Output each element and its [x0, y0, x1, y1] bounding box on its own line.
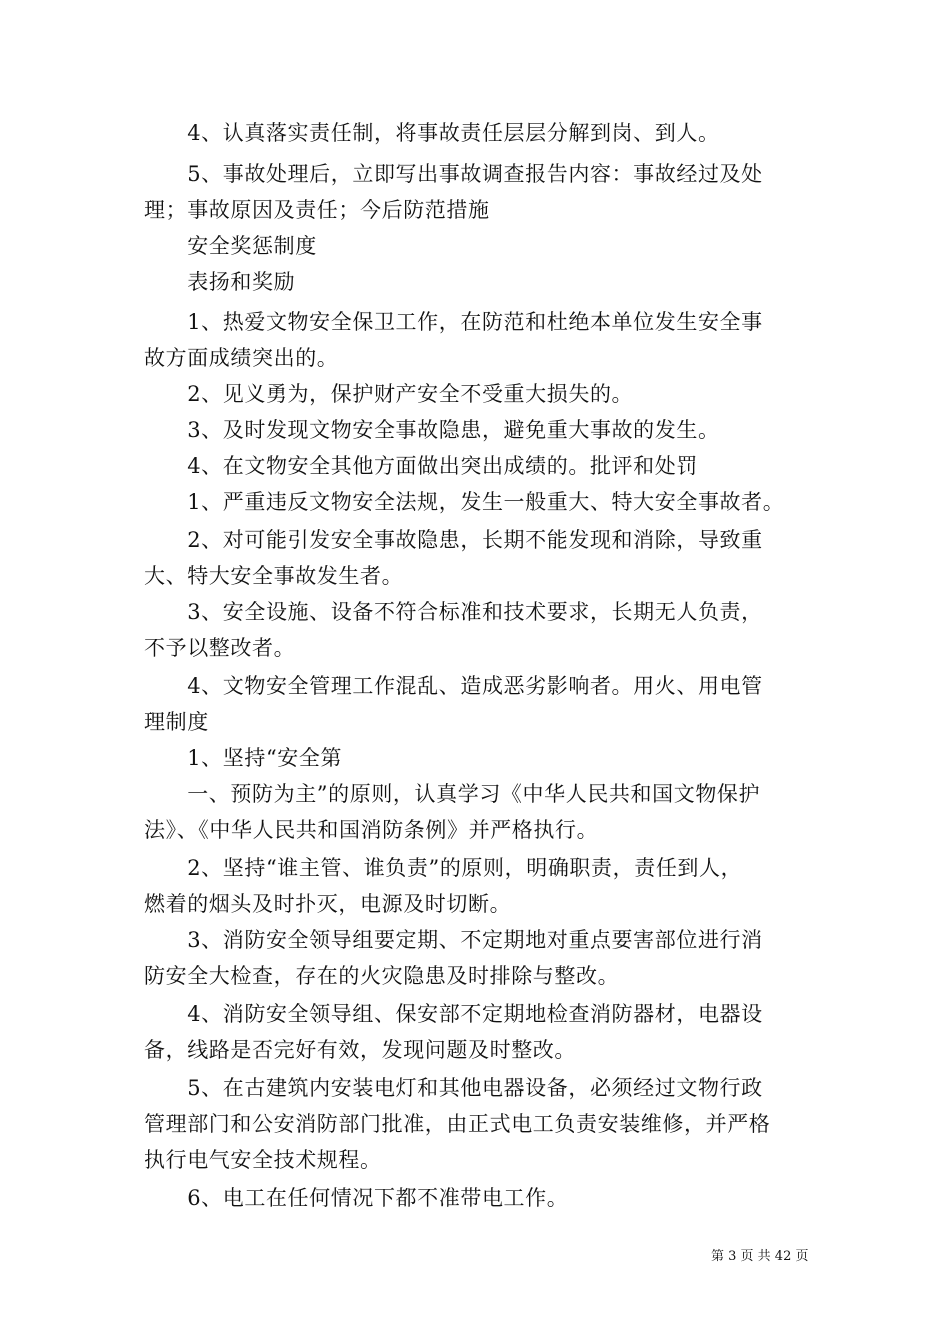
paragraph-line: 2、见义勇为，保护财产安全不受重大损失的。 — [144, 382, 634, 406]
paragraph-line: 4、认真落实责任制，将事故责任层层分解到岗、到人。 — [144, 121, 720, 145]
paragraph-line: 燃着的烟头及时扑灭，电源及时切断。 — [144, 892, 512, 916]
paragraph-line: 5、事故处理后，立即写出事故调查报告内容：事故经过及处 — [144, 162, 763, 186]
section-heading: 安全奖惩制度 — [144, 234, 317, 258]
paragraph-line: 3、安全设施、设备不符合标准和技术要求，长期无人负责， — [144, 600, 763, 624]
paragraph-line: 5、在古建筑内安装电灯和其他电器设备，必须经过文物行政 — [144, 1076, 763, 1100]
paragraph-line: 备，线路是否完好有效，发现问题及时整改。 — [144, 1038, 576, 1062]
paragraph-line: 不予以整改者。 — [144, 636, 296, 660]
subsection-heading: 表扬和奖励 — [144, 270, 296, 294]
paragraph-line: 6、电工在任何情况下都不准带电工作。 — [144, 1186, 569, 1210]
paragraph-line: 大、特大安全事故发生者。 — [144, 564, 404, 588]
paragraph-line: 管理部门和公安消防部门批准，由正式电工负责安装维修，并严格 — [144, 1112, 771, 1136]
paragraph-line: 4、消防安全领导组、保安部不定期地检查消防器材，电器设 — [144, 1002, 763, 1026]
paragraph-line: 故方面成绩突出的。 — [144, 346, 339, 370]
paragraph-line: 1、严重违反文物安全法规，发生一般重大、特大安全事故者。 — [144, 490, 785, 514]
paragraph-line: 理制度 — [144, 710, 209, 734]
paragraph-line: 防安全大检查，存在的火灾隐患及时排除与整改。 — [144, 964, 620, 988]
paragraph-line: 4、在文物安全其他方面做出突出成绩的。批评和处罚 — [144, 454, 698, 478]
paragraph-line: 1、热爱文物安全保卫工作，在防范和杜绝本单位发生安全事 — [144, 310, 763, 334]
paragraph-line: 3、消防安全领导组要定期、不定期地对重点要害部位进行消 — [144, 928, 763, 952]
paragraph-line: 1、坚持“安全第 — [144, 746, 343, 770]
paragraph-line: 法》、《中华人民共和国消防条例》并严格执行。 — [144, 818, 599, 842]
paragraph-line: 3、及时发现文物安全事故隐患，避免重大事故的发生。 — [144, 418, 720, 442]
page-number-footer: 第 3 页 共 42 页 — [711, 1249, 809, 1264]
paragraph-line: 4、文物安全管理工作混乱、造成恶劣影响者。用火、用电管 — [144, 674, 763, 698]
paragraph-line: 一、预防为主”的原则，认真学习《中华人民共和国文物保护 — [144, 782, 761, 806]
paragraph-line: 2、坚持“谁主管、谁负责”的原则，明确职责，责任到人， — [144, 856, 743, 880]
paragraph-line: 执行电气安全技术规程。 — [144, 1148, 382, 1172]
paragraph-line: 理；事故原因及责任；今后防范措施 — [144, 198, 490, 222]
paragraph-line: 2、对可能引发安全事故隐患，长期不能发现和消除，导致重 — [144, 528, 763, 552]
